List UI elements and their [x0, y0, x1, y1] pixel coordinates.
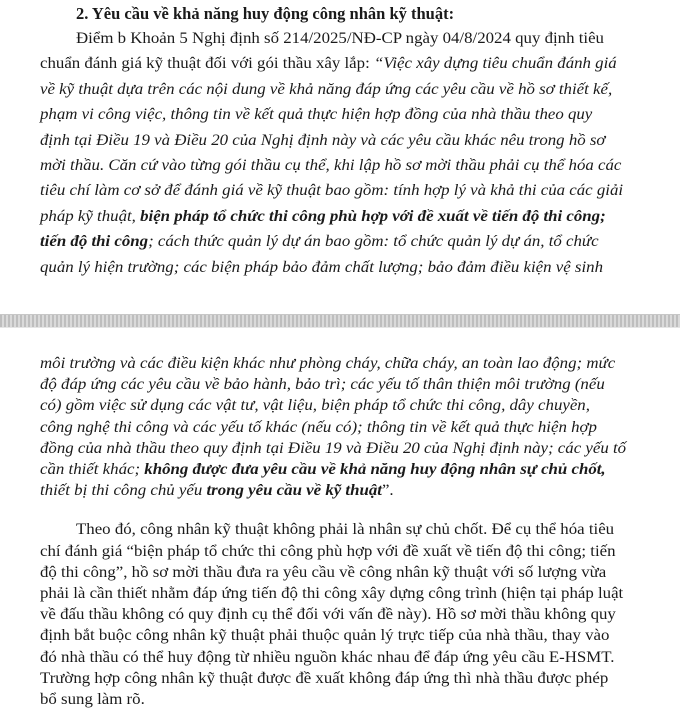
text-run: cần thiết khác;	[40, 461, 145, 478]
text-line	[40, 155, 621, 176]
page-top	[0, 0, 680, 310]
text-line	[40, 180, 623, 201]
text-line	[40, 353, 615, 374]
text-run: “Việc xây dựng tiêu chuẩn đánh giá	[373, 55, 617, 73]
text-line	[40, 604, 616, 625]
text-run: Điểm b Khoản 5 Nghị định số 214/2025/NĐ-CP ngày 04/8/2024 quy định tiêu	[76, 30, 604, 47]
text-run: định tại Điều 19 và Điều 20 của Nghị định này và các yêu cầu khác nêu trong hồ sơ	[40, 131, 606, 149]
text-line	[40, 206, 606, 227]
text-line	[40, 480, 394, 501]
text-line	[76, 28, 604, 49]
text-run: Trường hợp công nhân kỹ thuật được đề xuất không đáp ứng thì nhà thầu được phép	[40, 669, 609, 687]
text-run: pháp kỹ thuật,	[40, 207, 141, 225]
text-line	[40, 625, 609, 646]
text-line	[40, 459, 606, 480]
text-line	[40, 562, 606, 583]
text-run: có) gồm việc sử dụng các vật tư, vật liệu, biện pháp tổ chức thi công, dây chuyền,	[40, 397, 590, 415]
section-heading: 2. Yêu cầu về khả năng huy động công nhân kỹ thuật:	[76, 4, 455, 23]
page-separator	[0, 314, 680, 328]
text-line	[40, 541, 616, 562]
text-line	[40, 53, 617, 74]
text-line	[40, 689, 145, 710]
text-run: trong yêu cầu về kỹ thuật	[206, 482, 382, 500]
text-line	[40, 417, 597, 438]
text-run: thiết bị thi công chủ yếu	[40, 482, 207, 500]
text-run: độ thi công”, hồ sơ mời thầu đưa ra yêu cầu về công nhân kỹ thuật với số lượng vừa	[40, 563, 607, 581]
text-run: biện pháp tổ chức thi công phù hợp với đề xuất về tiến độ thi công;	[140, 207, 606, 225]
text-line	[40, 104, 592, 125]
text-line	[40, 395, 590, 416]
text-run: độ đáp ứng các yêu cầu về bảo hành, bảo trì; các yếu tố thân thiện môi trường (nếu	[40, 376, 605, 394]
text-run: quản lý hiện trường; các biện pháp bảo đảm chất lượng; bảo đảm điều kiện vệ sinh	[40, 258, 604, 276]
text-run: đồng của nhà thầu theo quy định tại Điều 19 và Điều 20 của Nghị định này; các yếu tố	[40, 439, 627, 457]
text-run: môi trường và các điều kiện khác như phòng cháy, chữa cháy, an toàn lao động; mức	[40, 355, 616, 372]
text-run: về đấu thầu không có quy định cụ thể đối với vấn đề này). Hồ sơ mời thầu không quy	[40, 606, 616, 624]
text-run: Theo đó, công nhân kỹ thuật không phải là nhân sự chủ chốt. Để cụ thể hóa tiêu	[76, 521, 615, 539]
text-line	[40, 257, 603, 278]
text-run: về kỹ thuật dựa trên các nội dung về khả năng đáp ứng các yêu cầu về hồ sơ thiết kế,	[40, 80, 613, 98]
text-run: phải là cần thiết nhằm đáp ứng tiến độ thi công xây dựng công trình (hiện tại pháp luật	[40, 585, 624, 602]
text-run: định bắt buộc công nhân kỹ thuật phải thuộc quản lý trực tiếp của nhà thầu, thay vào	[40, 627, 610, 645]
page-bottom	[0, 330, 680, 708]
text-line	[40, 374, 605, 395]
text-run: mời thầu. Căn cứ vào từng gói thầu cụ thể, khi lập hồ sơ mời thầu phải cụ thể hóa các	[40, 157, 622, 174]
text-line	[40, 231, 599, 252]
text-line	[40, 79, 612, 100]
text-line	[76, 519, 614, 540]
text-run: bổ sung làm rõ.	[40, 691, 145, 708]
text-line	[40, 647, 615, 668]
text-run: đó nhà thầu có thể huy động từ nhiều nguồn khác nhau để đáp ứng yêu cầu E-HSMT.	[40, 648, 615, 666]
text-run: công nghệ thi công và các yếu tố khác (nếu có); thông tin về kết quả thực hiện hợp	[40, 418, 597, 436]
text-run: tiêu chí làm cơ sở để đánh giá về kỹ thuật bao gồm: tính hợp lý và khả thi của các giải	[40, 182, 624, 200]
text-line	[40, 130, 605, 151]
text-run: tiến độ thi công	[40, 233, 149, 251]
text-line	[40, 668, 608, 689]
text-run: ”.	[381, 482, 394, 500]
text-run: chí đánh giá “biện pháp tổ chức thi công phù hợp với đề xuất về tiến độ thi công; tiến	[40, 542, 616, 560]
text-run: không được đưa yêu cầu về khả năng huy động nhân sự chủ chốt,	[144, 461, 606, 478]
text-run: phạm vi công việc, thông tin về kết quả thực hiện hợp đồng của nhà thầu theo quy	[40, 106, 593, 124]
text-line	[40, 438, 626, 459]
text-run: ; cách thức quản lý dự án bao gồm: tổ chức quản lý dự án, tổ chức	[148, 233, 599, 251]
text-run: chuẩn đánh giá kỹ thuật đối với gói thầu xây lắp:	[40, 55, 374, 73]
text-line	[40, 583, 623, 604]
